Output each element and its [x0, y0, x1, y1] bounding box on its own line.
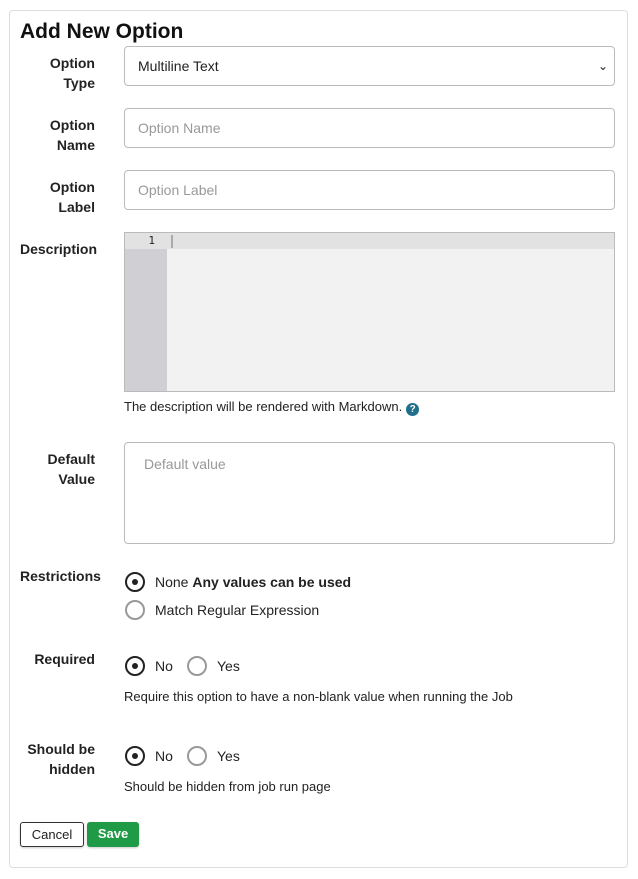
option-label-label: Option Label: [49, 179, 95, 215]
required-label: Required: [34, 651, 95, 667]
required-yes-radio[interactable]: [187, 656, 207, 676]
page-title: Add New Option: [20, 20, 184, 43]
required-help: Require this option to have a non-blank value when running the Job: [124, 689, 513, 704]
option-type-select[interactable]: [124, 46, 615, 86]
description-help: [124, 399, 419, 416]
save-button[interactable]: Save: [87, 822, 139, 847]
hidden-no-label[interactable]: No: [155, 748, 173, 764]
default-value-textarea[interactable]: Default value: [124, 442, 615, 544]
restriction-none-radio[interactable]: [125, 572, 145, 592]
required-no-label[interactable]: No: [155, 658, 173, 674]
editor-active-line: [125, 233, 614, 249]
description-editor[interactable]: [124, 232, 615, 392]
description-label: Description: [20, 241, 98, 257]
option-type-value: Multiline Text: [138, 58, 219, 74]
required-yes-label[interactable]: Yes: [217, 658, 240, 674]
restriction-regex-label[interactable]: Match Regular Expression: [155, 602, 320, 618]
restriction-none-label[interactable]: [155, 572, 351, 592]
hidden-help: Should be hidden from job run page: [124, 779, 331, 794]
description-help-text: The description will be rendered with Markdown.: [124, 399, 403, 414]
option-name-label: Option Name: [49, 117, 95, 153]
restriction-none-extra: Any values can be used: [192, 574, 352, 590]
hidden-yes-radio[interactable]: [187, 746, 207, 766]
option-label-input[interactable]: Option Label: [124, 170, 615, 210]
hidden-label: Should be hidden: [27, 741, 95, 777]
chevron-down-icon: ⌄: [597, 59, 608, 73]
restrictions-label: Restrictions: [20, 568, 101, 584]
default-value-label: Default Value: [47, 451, 95, 487]
cancel-button[interactable]: Cancel: [20, 822, 84, 847]
restriction-none-text: None: [155, 574, 189, 590]
hidden-yes-label[interactable]: Yes: [217, 748, 240, 764]
help-icon[interactable]: ?: [406, 403, 419, 416]
editor-gutter: [125, 233, 167, 391]
hidden-no-radio[interactable]: [125, 746, 145, 766]
option-type-label: Option Type: [49, 55, 95, 91]
required-no-radio[interactable]: [125, 656, 145, 676]
restriction-regex-radio[interactable]: [125, 600, 145, 620]
line-number: 1: [148, 234, 155, 247]
option-name-input[interactable]: Option Name: [124, 108, 615, 148]
editor-cursor: [171, 235, 173, 248]
